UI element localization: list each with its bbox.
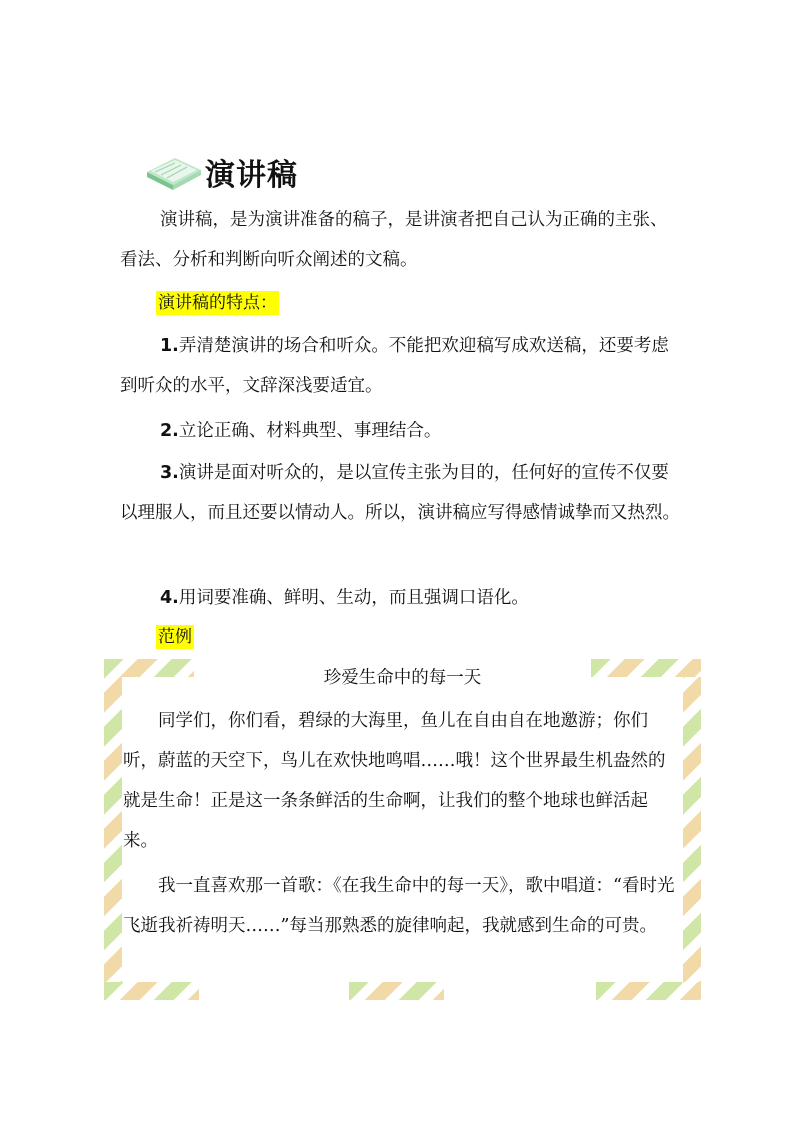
feature-number: 1. bbox=[160, 336, 179, 356]
book-icon bbox=[145, 152, 203, 192]
feature-item-4 bbox=[120, 578, 680, 618]
feature-item-2 bbox=[120, 411, 680, 451]
page-title: 演讲稿 bbox=[205, 158, 298, 193]
feature-item-1 bbox=[120, 326, 680, 406]
frame-border-right bbox=[683, 659, 701, 1000]
example-text: 我一直喜欢那一首歌：《在我生命中的每一天》，歌中唱道：“看时光飞逝我祈祷明天……”每当那熟悉的旋律响起，我就感到生命的可贵。 bbox=[123, 876, 675, 936]
example-paragraph-2 bbox=[123, 866, 676, 946]
feature-item-3 bbox=[120, 453, 680, 533]
intro-paragraph bbox=[120, 200, 680, 280]
frame-border-left bbox=[104, 659, 122, 1000]
frame-border-bottom-left bbox=[104, 982, 199, 1000]
intro-text: 演讲稿，是为演讲准备的稿子，是讲演者把自己认为正确的主张、看法、分析和判断向听众阐述的文稿。 bbox=[120, 210, 668, 270]
feature-text: 用词要准确、鲜明、生动，而且强调口语化。 bbox=[178, 588, 529, 608]
page-header bbox=[145, 150, 298, 194]
features-label: 演讲稿的特点： bbox=[158, 293, 277, 313]
feature-text: 弄清楚演讲的场合和听众。不能把欢迎稿写成欢送稿，还要考虑到听众的水平，文辞深浅要适宜。 bbox=[120, 336, 669, 396]
example-paragraph-1 bbox=[123, 701, 676, 861]
example-text: 同学们，你们看，碧绿的大海里，鱼儿在自由自在地邀游；你们听，蔚蓝的天空下，鸟儿在欢快地鸣唱……哦！这个世界最生机盎然的就是生命！正是这一条条鲜活的生命啊，让我们的整个地球也鲜活起来。 bbox=[123, 711, 666, 851]
example-title: 珍爱生命中的每一天 bbox=[323, 668, 482, 688]
example-label: 范例 bbox=[158, 627, 192, 647]
feature-number: 2. bbox=[160, 421, 179, 441]
feature-number: 3. bbox=[160, 463, 179, 483]
feature-text: 立论正确、材料典型、事理结合。 bbox=[178, 421, 442, 441]
feature-text: 演讲是面对听众的，是以宣传主张为目的，任何好的宣传不仅要以理服人，而且还要以情动人。所以，演讲稿应写得感情诚挚而又热烈。 bbox=[120, 463, 680, 523]
frame-border-bottom-mid bbox=[349, 982, 444, 1000]
frame-border-bottom-right bbox=[596, 982, 701, 1000]
feature-number: 4. bbox=[160, 588, 179, 608]
example-frame bbox=[104, 659, 701, 1000]
